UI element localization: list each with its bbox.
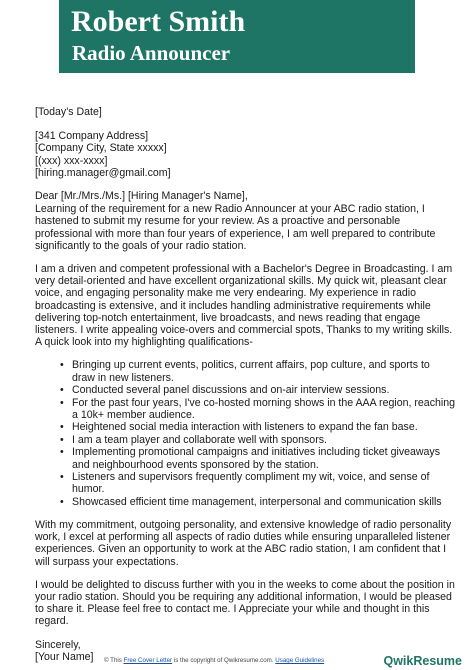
paragraph-commitment: With my commitment, outgoing personality, and extensive knowledge of radio personality work, I excel at performing all aspects of radio duties while ensuring unparalleled listener experiences. Given an opportunity to work at the ABC radio station, I am confident that I will surpass your expectations.	[35, 518, 452, 568]
paragraph-qualifications: I am a driven and competent professional with a Bachelor's Degree in Broadcasting. I am very detail-oriented and have excellent organizational skills. My quick wit, pleasant clear voice, and engaging personality make me very endearing. My experience in radio broadcasting is extensive, and it includes handling administrative requirements while delivering top-notch entertainment, live broadcasts, and news reading that engage listeners. I write appealing voice-overs and commercial spots, Thanks to my writing skills. A quick look into my highlighting qualifications-	[35, 263, 453, 349]
list-item: • Listeners and supervisors frequently compliment my wit, voice, and sense of humor.	[60, 471, 455, 495]
recipient-address	[35, 130, 455, 179]
paragraph-intro: Learning of the requirement for a new Radio Announcer at your ABC radio station, I hastened to submit my resume for your review. As a proactive and personable professional with more than four years of experience, I am well prepared to contribute significantly to the goals of your radio station.	[35, 203, 436, 252]
list-item: • I am a team player and collaborate well with sponsors.	[60, 434, 455, 446]
signature-name: [Your Name]	[35, 650, 94, 663]
footer	[0, 654, 474, 670]
closing-word: Sincerely,	[35, 638, 81, 651]
list-item: • Showcased efficient time management, interpersonal and communication skills	[60, 496, 455, 508]
copyright-notice	[104, 657, 324, 664]
candidate-name: Robert Smith	[71, 5, 246, 38]
letter-date: [Today's Date]	[35, 106, 102, 118]
copyright-middle: is the copyright of Qwikresume.com.	[173, 657, 274, 664]
letter-body	[35, 106, 455, 663]
list-item: • For the past four years, I've co-hosted morning shows in the AAA region, reaching a 10k+ member audience.	[60, 397, 455, 421]
list-item: • Conducted several panel discussions and on-air interview sessions.	[60, 384, 455, 396]
copyright-prefix: © This	[104, 657, 122, 664]
list-item: • Bringing up current events, politics, current affairs, pop culture, and sports to draw in new listeners.	[60, 359, 455, 383]
address-line: [hiring.manager@gmail.com]	[35, 166, 171, 179]
logo-suffix: Resume	[413, 654, 462, 668]
free-cover-letter-link[interactable]: Free Cover Letter	[123, 657, 173, 664]
list-item: • Implementing promotional campaigns and initiatives including ticket giveaways and neighbourhood events sponsored by the station.	[60, 446, 455, 470]
qwikresume-logo[interactable]	[383, 654, 462, 668]
address-line: [341 Company Address]	[35, 130, 149, 143]
address-line: [(xxx) xxx-xxxx]	[35, 154, 108, 167]
header-banner	[59, 0, 415, 73]
salutation: Dear [Mr./Mrs./Ms.] [Hiring Manager's Name],	[35, 190, 248, 203]
paragraph-closing: I would be delighted to discuss further with you in the weeks to come about the position in your radio station. Should you be requiring any additional information, I would be pleased to share it. Please feel free to contact me. I Appreciate your while and thought in this regard.	[35, 578, 455, 628]
job-title: Radio Announcer	[72, 41, 231, 65]
usage-guidelines-link[interactable]: Usage Guidelines	[275, 657, 325, 664]
address-line: [Company City, State xxxxx]	[35, 142, 167, 155]
qualifications-list	[35, 359, 455, 508]
logo-prefix: Qwik	[383, 654, 414, 668]
list-item: • Heightened social media interaction with listeners to expand the fan base.	[60, 421, 455, 433]
